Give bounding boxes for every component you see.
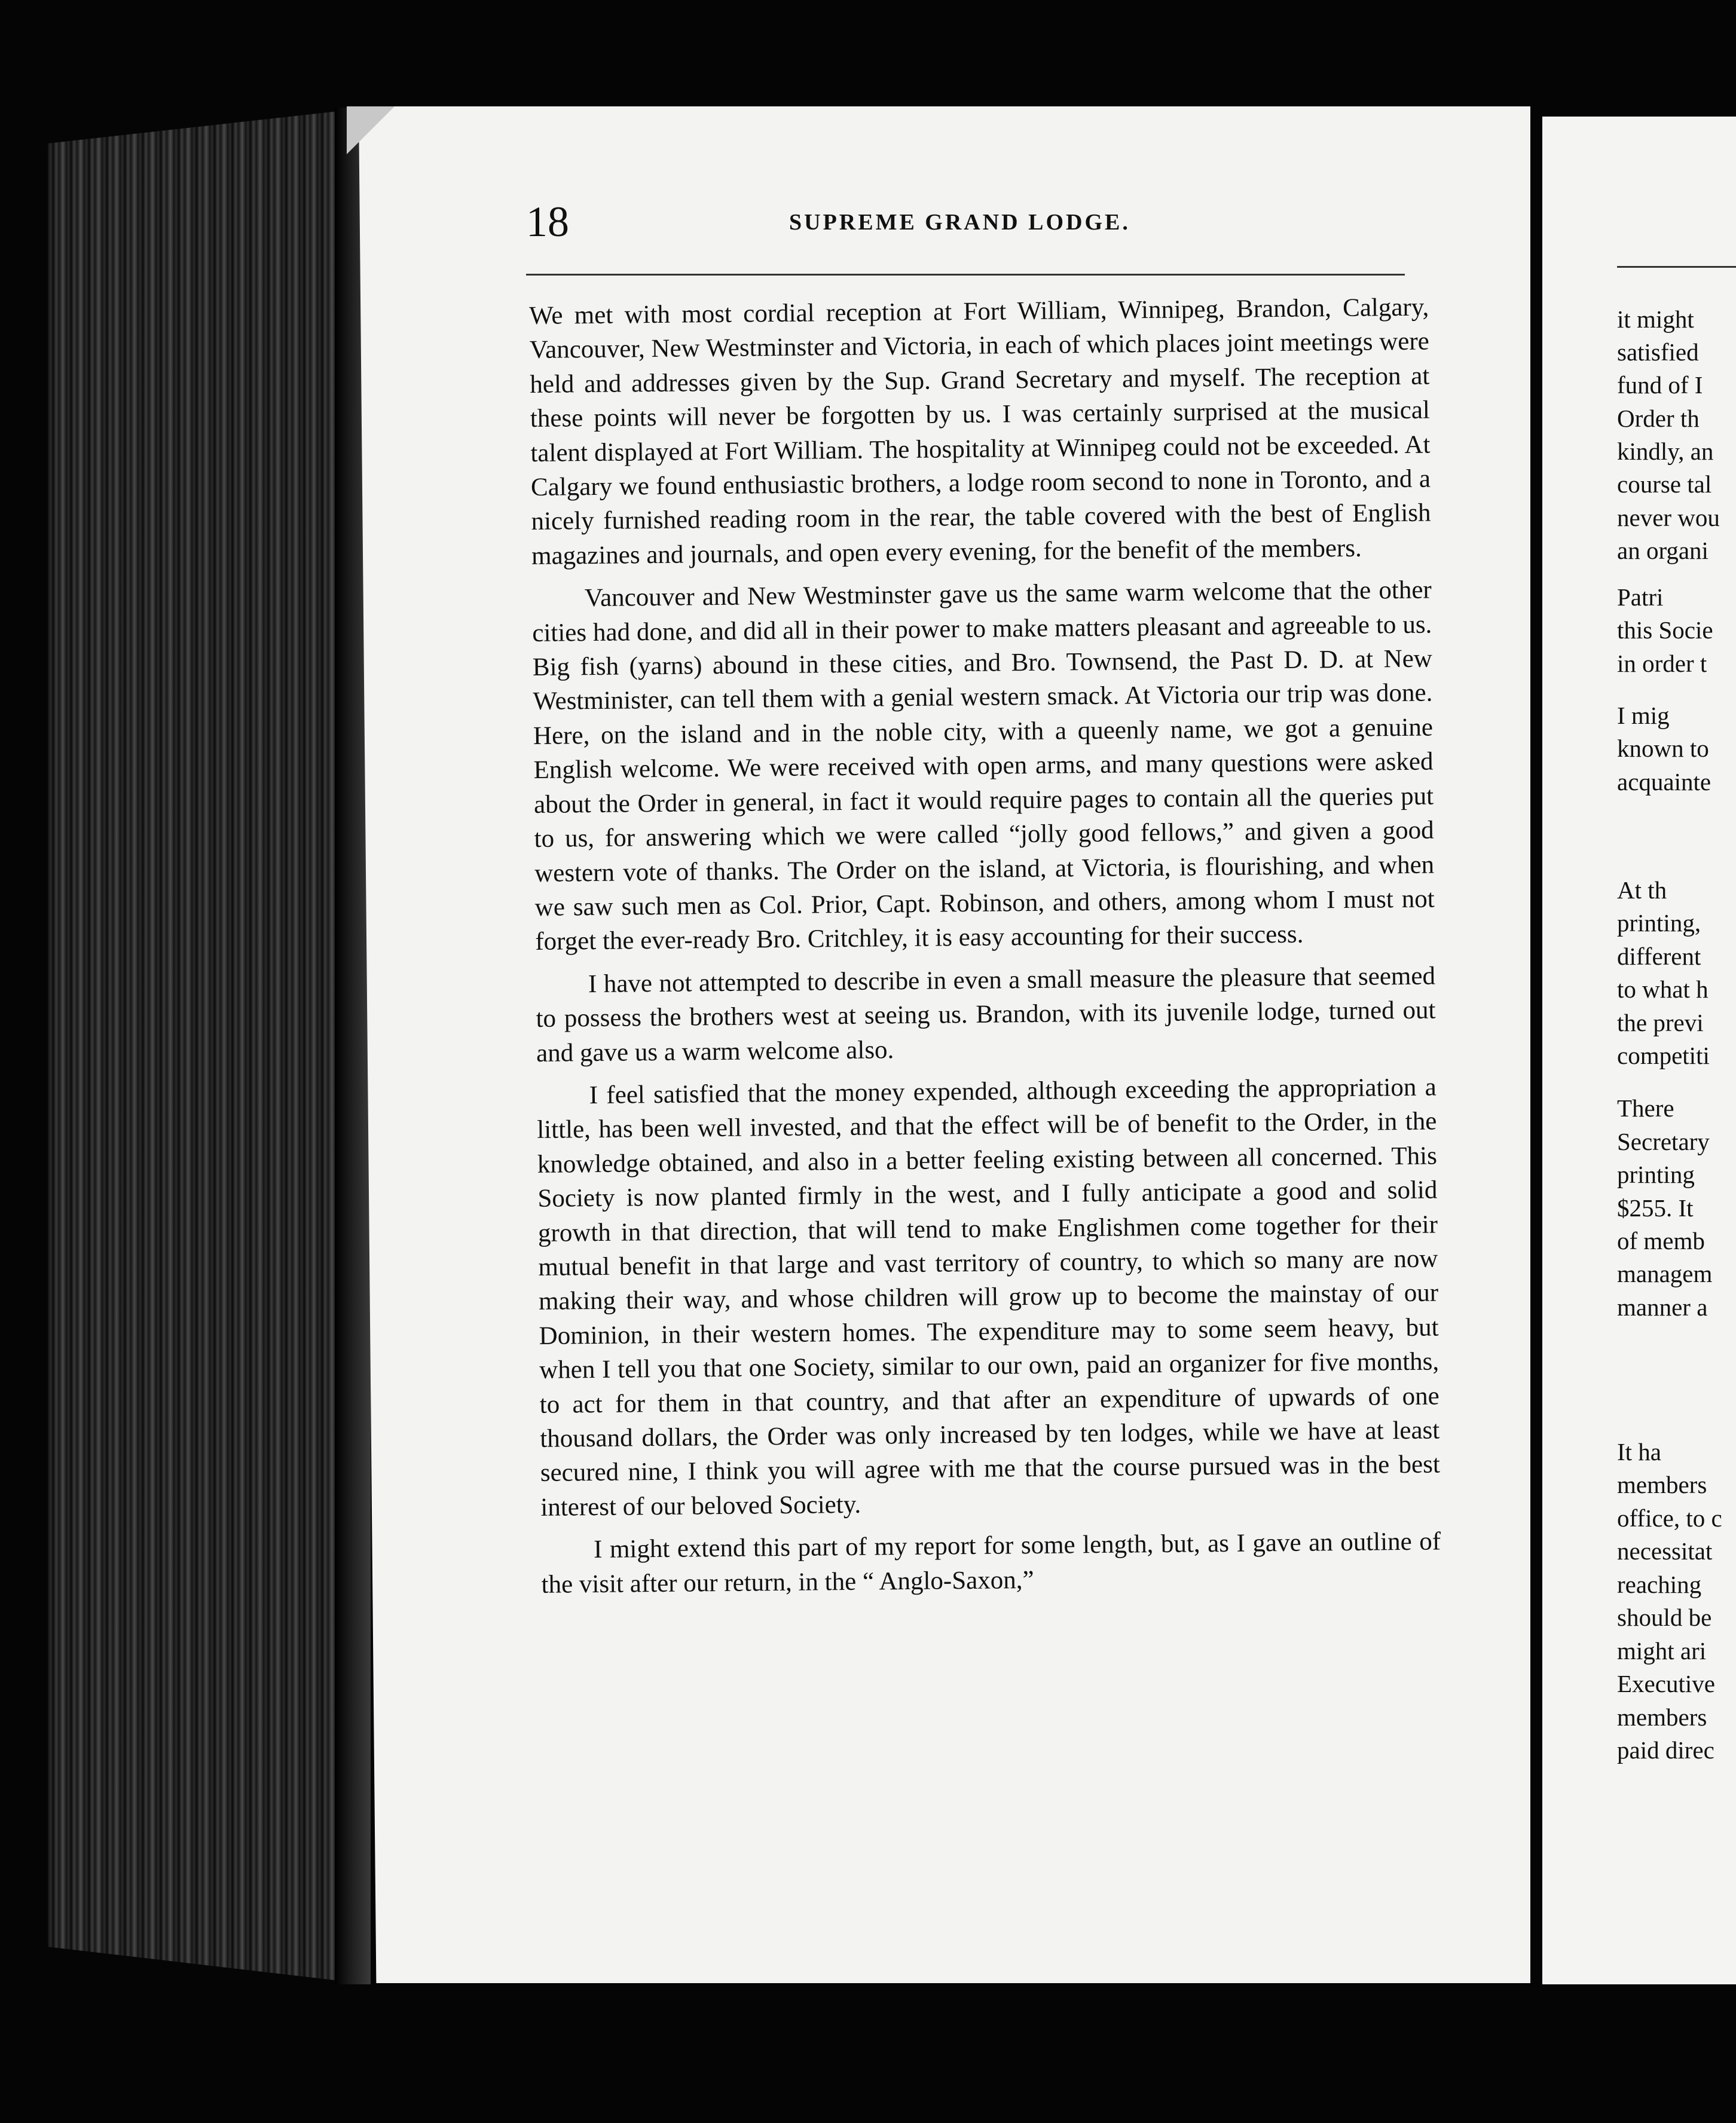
right-page-line: Secretary bbox=[1617, 1128, 1710, 1155]
right-page-line: members bbox=[1617, 1703, 1707, 1731]
right-page-line: managem bbox=[1617, 1260, 1713, 1287]
running-head: SUPREME GRAND LODGE. bbox=[789, 210, 1130, 235]
right-page-line: It ha bbox=[1617, 1438, 1661, 1466]
right-page-line: $255. It bbox=[1617, 1194, 1694, 1222]
right-page-line: to what h bbox=[1617, 975, 1709, 1003]
right-page-line: reaching bbox=[1617, 1571, 1702, 1598]
right-page-line: satisfied bbox=[1617, 338, 1699, 366]
right-page-line: printing, bbox=[1617, 909, 1701, 937]
paragraph: We met with most cordial reception at Fort William, Winnipeg, Brandon, Calgary, Vancouver, New Westminster and Victoria, in each of which places joint meetings were held and addresses given by the Sup. Grand Secretary and myself. The reception at these points will never be forgotten by us. I was certainly surprised at the musical talent displayed at Fort William. The hospitality at Winnipeg could not be exceeded. At Calgary we found enthusiastic brothers, a lodge room second to none in Toronto, and a nicely furnished reading room in the rear, the table covered with the best of English magazines and journals, and open every evening, for the benefit of the members. bbox=[529, 293, 1431, 570]
right-page-line: I mig bbox=[1617, 702, 1670, 729]
right-page-line: members bbox=[1617, 1471, 1707, 1498]
right-page-line: kindly, an bbox=[1617, 438, 1714, 465]
body-text bbox=[529, 290, 1441, 1610]
right-page-line: might ari bbox=[1617, 1637, 1707, 1665]
right-page-line: never wou bbox=[1617, 504, 1720, 531]
right-page-line: manner a bbox=[1617, 1293, 1708, 1321]
right-page-line: should be bbox=[1617, 1604, 1712, 1631]
right-page-line: the previ bbox=[1617, 1009, 1704, 1036]
page-number: 18 bbox=[526, 198, 569, 246]
right-page-line: competiti bbox=[1617, 1042, 1710, 1069]
header-rule bbox=[526, 274, 1405, 276]
paragraph: I might extend this part of my report for some length, but, as I gave an outline of the visit after our return, in the “ Anglo-Saxon,” bbox=[541, 1527, 1441, 1599]
right-page-line: Executive bbox=[1617, 1670, 1715, 1697]
right-page-line: it might bbox=[1617, 305, 1694, 333]
right-page-line: this Socie bbox=[1617, 616, 1713, 644]
right-page-line: At th bbox=[1617, 876, 1667, 904]
right-page-line: course tal bbox=[1617, 470, 1712, 498]
scan-artifact-marks bbox=[538, 2041, 1076, 2053]
right-page-line: in order t bbox=[1617, 650, 1707, 677]
page-header bbox=[526, 197, 1399, 269]
right-page-line: known to bbox=[1617, 735, 1709, 762]
paragraph: I have not attempted to describe in even a small measure the pleasure that seemed to possess the brothers west at seeing us. Brandon, with its juvenile lodge, turned out and gave us a warm welcome also. bbox=[536, 962, 1436, 1067]
paragraph: I feel satisfied that the money expended, although exceeding the appropriation a little, has been well invested, and that the effect will be of benefit to the Order, in the knowledge obtained, and also in a better feeling existing between all concerned. This Society is now planted firmly in the west, and I fully anticipate a good and solid growth in that direction, that will tend to make Englishmen come together for their mutual benefit in that large and vast territory of country, to which so many are now making their way, and whose children will grow up to become the mainstay of our Dominion, in their western homes. The expenditure may to some seem heavy, but when I tell you that one Society, similar to our own, paid an organizer for five months, to act for them in that country, and that after an expenditure of upwards of one thousand dollars, the Order was only increased by ten lodges, while we have at least secured nine, I think you will agree with me that the course pursued was in the best interest of our beloved Society. bbox=[537, 1073, 1441, 1522]
right-page-line: fund of I bbox=[1617, 371, 1703, 399]
right-page-line: acquainte bbox=[1617, 768, 1711, 796]
right-page-line: paid direc bbox=[1617, 1736, 1714, 1764]
right-page-line: different bbox=[1617, 943, 1701, 970]
book-page-edges bbox=[48, 108, 371, 1984]
right-page-line: an organi bbox=[1617, 537, 1709, 564]
right-page-line: printing bbox=[1617, 1161, 1695, 1188]
right-page-line: of memb bbox=[1617, 1227, 1705, 1255]
right-page-rule bbox=[1617, 266, 1736, 268]
right-page-line: office, to c bbox=[1617, 1504, 1722, 1532]
right-page-line: There bbox=[1617, 1094, 1674, 1122]
right-page-line: Patri bbox=[1617, 583, 1664, 611]
paragraph: Vancouver and New Westminster gave us the same warm welcome that the other cities had done, and did all in their power to make matters pleasant and agreeable to us. Big fish (yarns) abound in these cities, and Bro. Townsend, the Past D. D. at New Westminister, can tell them with a genial western smack. At Victoria our trip was done. Here, on the island and in the noble city, with a queenly name, we got a genuine English welcome. We were received with open arms, and many questions were asked about the Order in general, in fact it would require pages to contain all the queries put to us, for answering which we were called “jolly good fellows,” and given a good western vote of thanks. The Order on the island, at Victoria, is flourishing, and when we saw such men as Col. Prior, Capt. Robinson, and others, among whom I must not forget the ever-ready Bro. Critchley, it is easy accounting for their success. bbox=[532, 576, 1435, 956]
right-page-line: necessitat bbox=[1617, 1537, 1713, 1565]
right-page-line: Order th bbox=[1617, 405, 1700, 432]
